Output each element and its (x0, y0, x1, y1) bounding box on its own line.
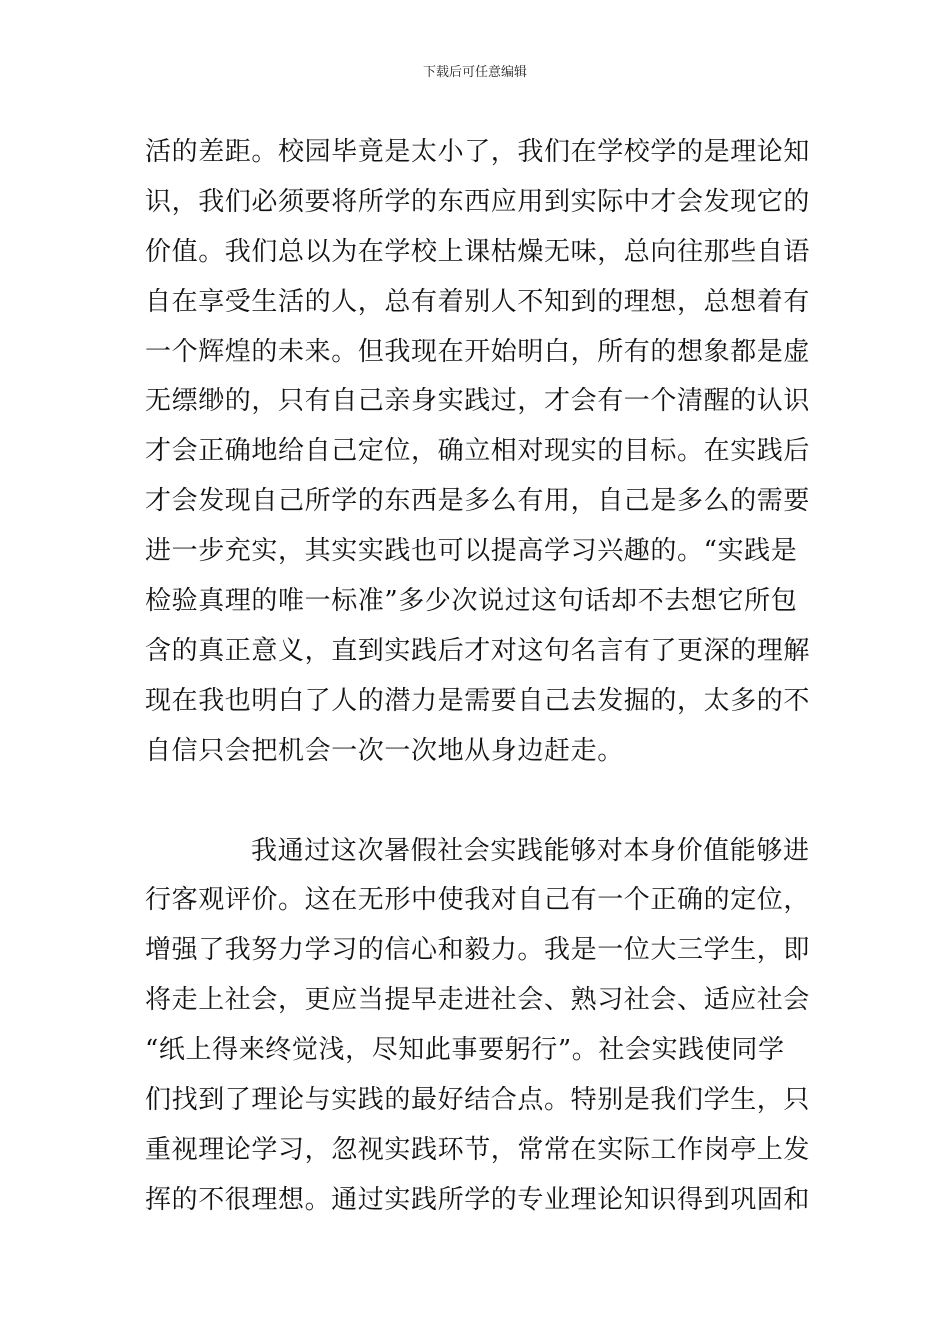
text-line: 一个辉煌的未来。但我现在开始明白，所有的想象都是虚 (145, 336, 811, 367)
paragraph-gap (145, 777, 810, 827)
document-body (145, 128, 810, 1226)
text-line: “纸上得来终觉浅，尽知此事要躬行”。社会实践使同学 (145, 1035, 785, 1066)
text-line: 检验真理的唯一标准”多少次说过这句话却不去想它所包 (145, 586, 798, 617)
text-line: 们找到了理论与实践的最好结合点。特别是我们学生，只 (145, 1085, 811, 1116)
text-line: 挥的不很理想。通过实践所学的专业理论知识得到巩固和 (145, 1184, 811, 1215)
text-line: 重视理论学习，忽视实践环节，常常在实际工作岗亭上发 (145, 1134, 811, 1165)
text-line: 识，我们必须要将所学的东西应用到实际中才会发现它的 (145, 186, 811, 217)
text-line: 自在享受生活的人，总有着别人不知到的理想，总想着有 (145, 286, 811, 317)
text-line: 增强了我努力学习的信心和毅力。我是一位大三学生，即 (145, 935, 811, 966)
text-line: 价值。我们总以为在学校上课枯燥无味，总向往那些自语 (145, 236, 811, 267)
page-header: 下载后可任意编辑 (422, 65, 527, 80)
paragraph-1 (145, 128, 810, 777)
text-line: 将走上社会，更应当提早走进社会、熟习社会、适应社会 (145, 985, 811, 1016)
text-line-indented: 我通过这次暑假社会实践能够对本身价值能够进 (251, 835, 810, 866)
text-line: 自信只会把机会一次一次地从身边赶走。 (145, 735, 624, 766)
text-line: 进一步充实，其实实践也可以提高学习兴趣的。“实践是 (145, 536, 798, 567)
text-line: 才会正确地给自己定位，确立相对现实的目标。在实践后 (145, 436, 811, 467)
text-line: 活的差距。校园毕竟是太小了，我们在学校学的是理论知 (145, 137, 811, 167)
text-line: 无缥缈的，只有自己亲身实践过，才会有一个清醒的认识 (145, 386, 811, 417)
text-line: 才会发现自己所学的东西是多么有用，自己是多么的需要 (145, 486, 811, 517)
text-line: 现在我也明白了人的潜力是需要自己去发掘的，太多的不 (145, 685, 811, 716)
text-line: 含的真正意义，直到实践后才对这句名言有了更深的理解 (145, 635, 811, 666)
text-line: 行客观评价。这在无形中使我对自己有一个正确的定位， (145, 885, 811, 916)
paragraph-2 (145, 827, 810, 1226)
